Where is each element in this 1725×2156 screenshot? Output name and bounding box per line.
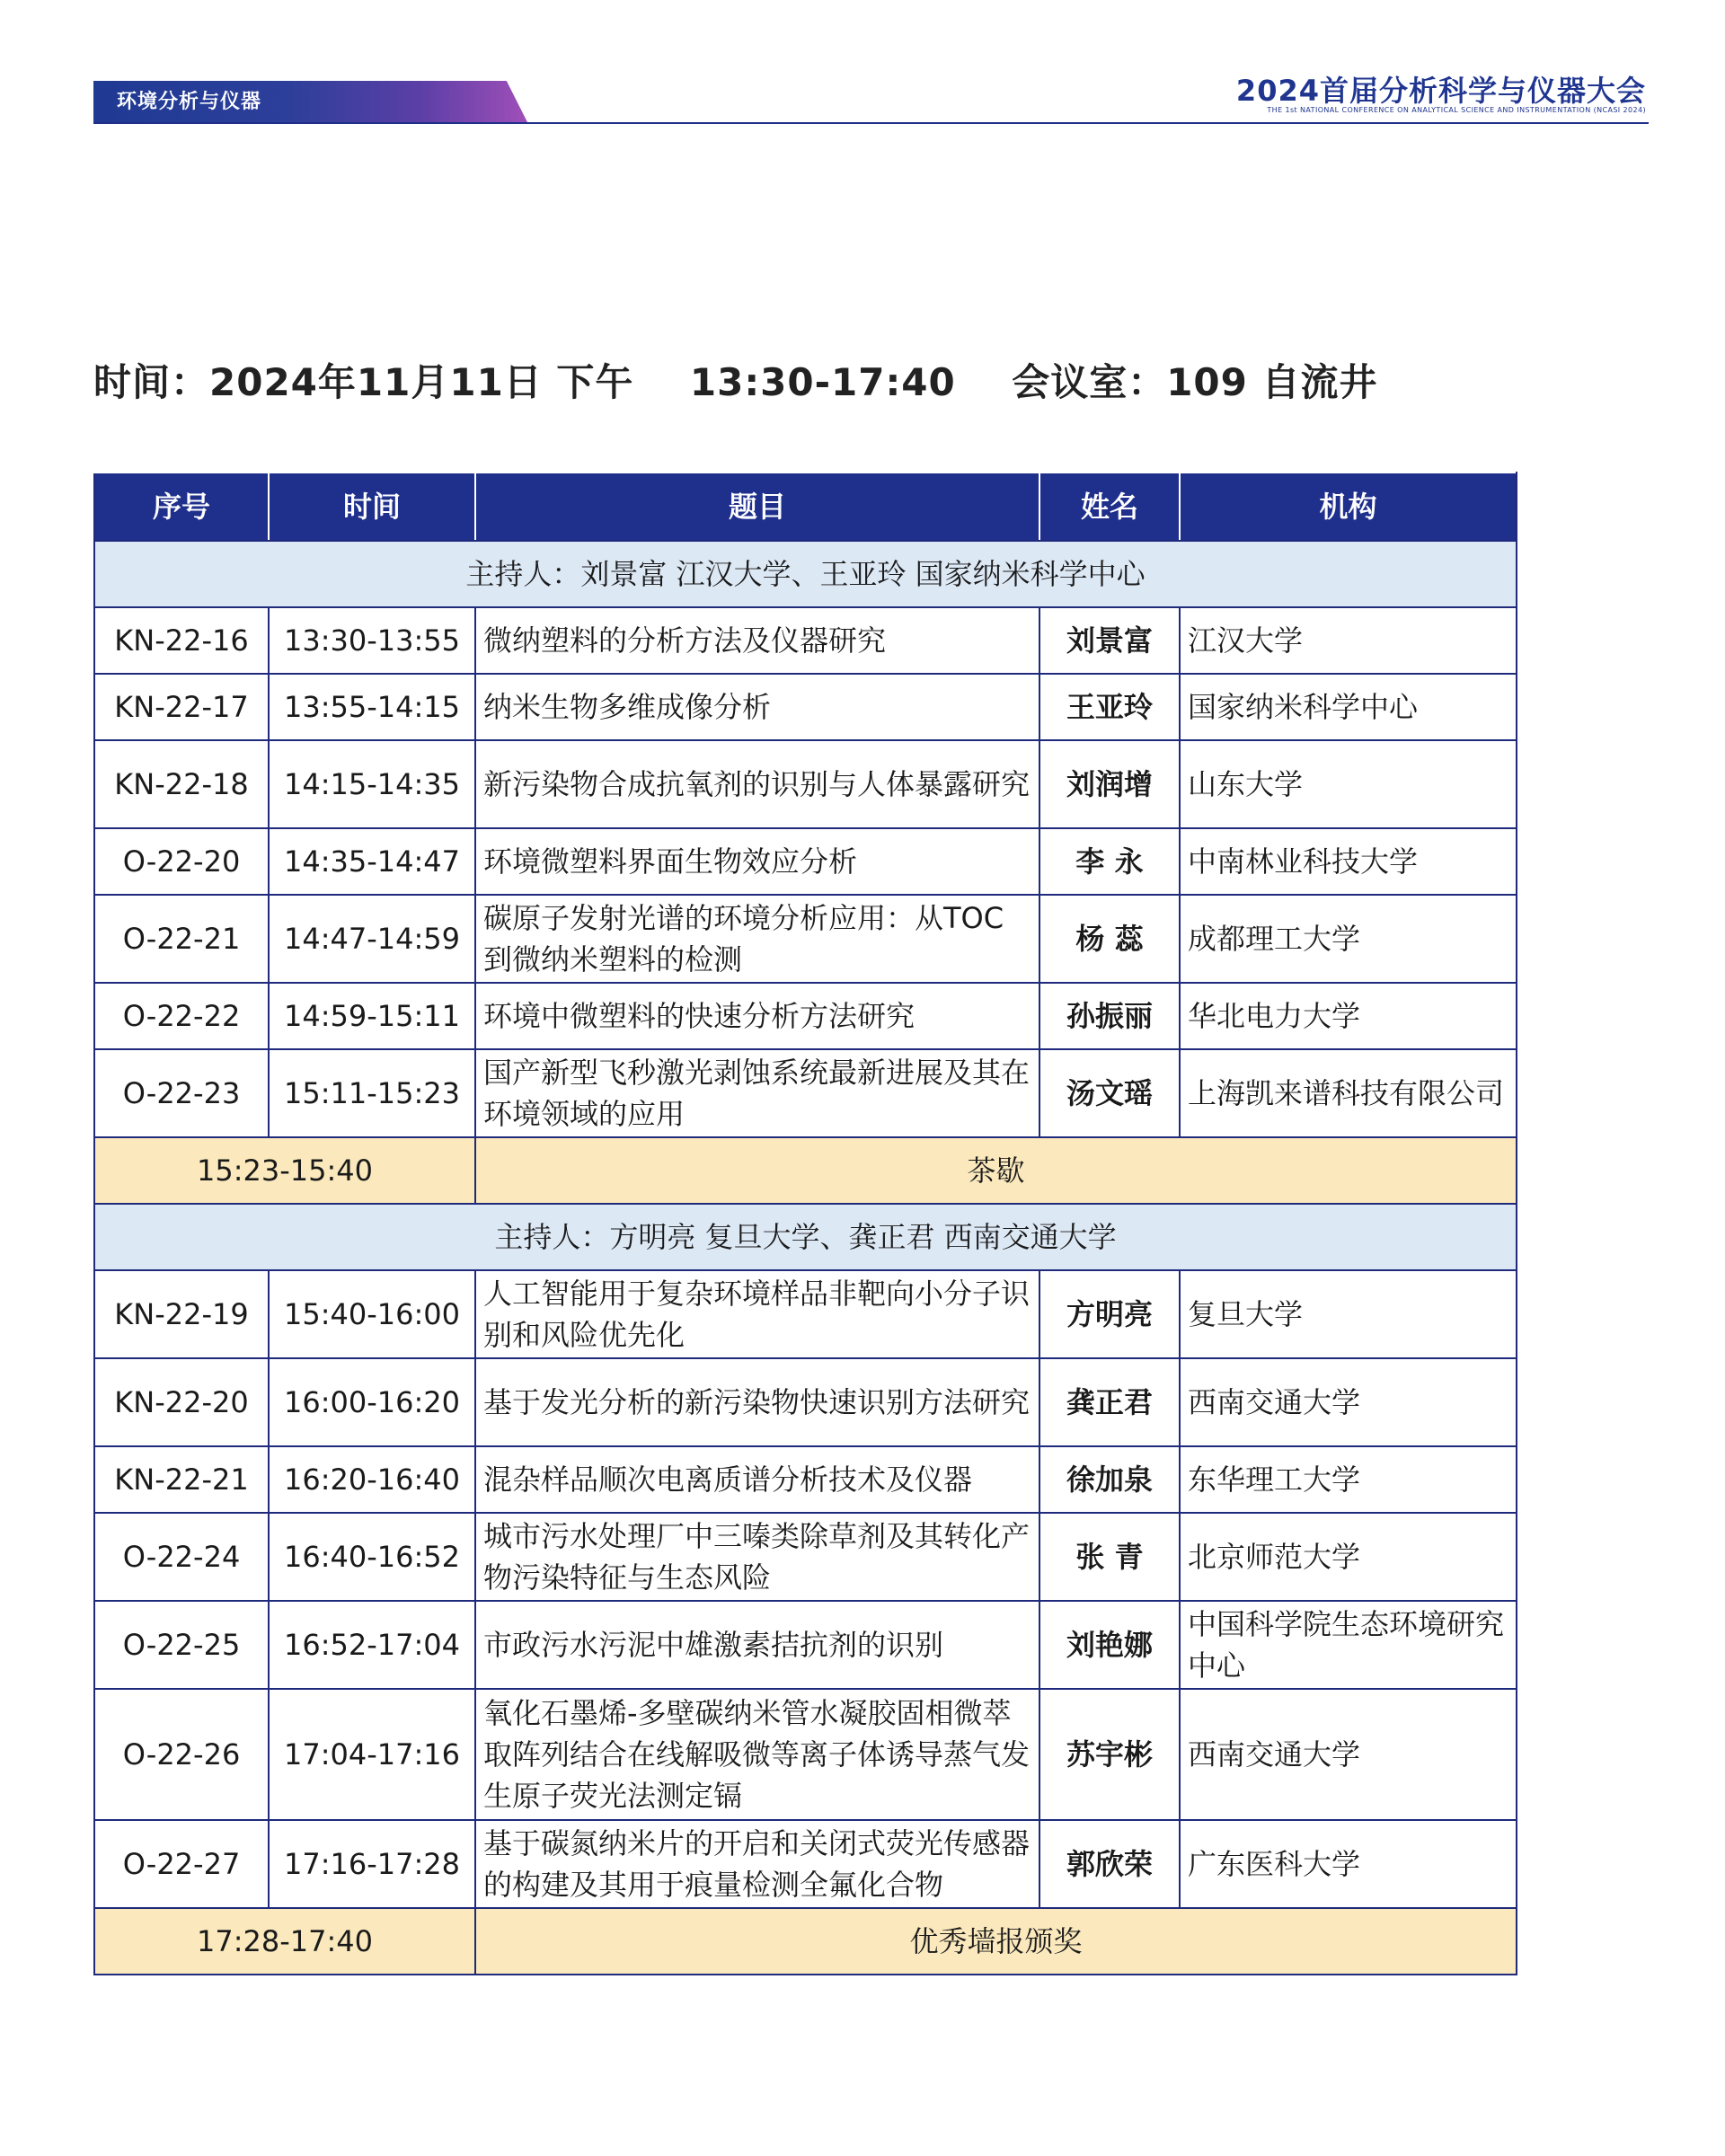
session-info: 时间：2024年11月11日 下午 13:30-17:40 会议室：109 自流井 [93,360,1378,404]
section-label: 环境分析与仪器 [117,91,262,113]
chair-text: 主持人：刘景富 江汉大学、王亚玲 国家纳米科学中心 [94,541,1517,607]
talk-title: 纳米生物多维成像分析 [475,674,1039,740]
speaker-name: 李 永 [1039,828,1180,895]
table-row [94,1601,1517,1689]
talk-title: 新污染物合成抗氧剂的识别与人体暴露研究 [475,740,1039,828]
table-row [94,740,1517,828]
break-label: 茶歇 [475,1137,1517,1204]
talk-title: 微纳塑料的分析方法及仪器研究 [475,607,1039,674]
talk-id: KN-22-16 [94,607,269,674]
table-row [94,1446,1517,1513]
talk-id: O-22-22 [94,983,269,1049]
speaker-org: 西南交通大学 [1180,1689,1517,1820]
talk-time: 17:04-17:16 [269,1689,475,1820]
talk-time: 14:59-15:11 [269,983,475,1049]
talk-time: 14:47-14:59 [269,895,475,983]
talk-title: 国产新型飞秒激光剥蚀系统最新进展及其在环境领域的应用 [475,1049,1039,1137]
speaker-org: 西南交通大学 [1180,1358,1517,1446]
column-header-time: 时间 [269,473,475,541]
table-row [94,895,1517,983]
talk-title: 人工智能用于复杂环境样品非靶向小分子识别和风险优先化 [475,1270,1039,1358]
talk-id: KN-22-17 [94,674,269,740]
talk-title: 基于发光分析的新污染物快速识别方法研究 [475,1358,1039,1446]
speaker-org: 广东医科大学 [1180,1820,1517,1908]
talk-id: KN-22-20 [94,1358,269,1446]
speaker-org: 国家纳米科学中心 [1180,674,1517,740]
table-row [94,1689,1517,1820]
chair-row [94,1204,1517,1270]
talk-id: O-22-26 [94,1689,269,1820]
talk-time: 14:15-14:35 [269,740,475,828]
speaker-name: 汤文瑶 [1039,1049,1180,1137]
talk-title: 环境微塑料界面生物效应分析 [475,828,1039,895]
talk-id: KN-22-18 [94,740,269,828]
break-time: 17:28-17:40 [94,1908,475,1975]
speaker-name: 杨 蕊 [1039,895,1180,983]
column-header-number: 序号 [94,473,269,541]
speaker-name: 孙振丽 [1039,983,1180,1049]
talk-id: KN-22-21 [94,1446,269,1513]
talk-time: 16:00-16:20 [269,1358,475,1446]
break-row [94,1908,1517,1975]
speaker-name: 苏宇彬 [1039,1689,1180,1820]
column-header-org: 机构 [1180,473,1517,541]
speaker-org: 东华理工大学 [1180,1446,1517,1513]
talk-id: O-22-23 [94,1049,269,1137]
talk-time: 15:40-16:00 [269,1270,475,1358]
speaker-name: 方明亮 [1039,1270,1180,1358]
talk-title: 氧化石墨烯-多壁碳纳米管水凝胶固相微萃取阵列结合在线解吸微等离子体诱导蒸气发生原子荧光法测定镉 [475,1689,1039,1820]
speaker-org: 成都理工大学 [1180,895,1517,983]
talk-id: O-22-21 [94,895,269,983]
talk-id: O-22-27 [94,1820,269,1908]
table-row [94,1820,1517,1908]
conference-title: 2024首届分析科学与仪器大会 [1235,74,1646,108]
table-row [94,1513,1517,1601]
talk-time: 16:40-16:52 [269,1513,475,1601]
talk-id: O-22-25 [94,1601,269,1689]
talk-title: 混杂样品顺次电离质谱分析技术及仪器 [475,1446,1039,1513]
chair-text: 主持人：方明亮 复旦大学、龚正君 西南交通大学 [94,1204,1517,1270]
speaker-name: 刘润增 [1039,740,1180,828]
speaker-org: 上海凯来谱科技有限公司 [1180,1049,1517,1137]
talk-id: KN-22-19 [94,1270,269,1358]
speaker-name: 刘艳娜 [1039,1601,1180,1689]
speaker-name: 郭欣荣 [1039,1820,1180,1908]
speaker-org: 北京师范大学 [1180,1513,1517,1601]
speaker-name: 龚正君 [1039,1358,1180,1446]
chair-row [94,541,1517,607]
table-row [94,983,1517,1049]
talk-time: 13:55-14:15 [269,674,475,740]
speaker-org: 中南林业科技大学 [1180,828,1517,895]
talk-title: 城市污水处理厂中三嗪类除草剂及其转化产物污染特征与生态风险 [475,1513,1039,1601]
talk-title: 碳原子发射光谱的环境分析应用：从TOC到微纳米塑料的检测 [475,895,1039,983]
table-row [94,1049,1517,1137]
talk-time: 14:35-14:47 [269,828,475,895]
table-row [94,1358,1517,1446]
talk-time: 15:11-15:23 [269,1049,475,1137]
speaker-name: 张 青 [1039,1513,1180,1601]
talk-time: 17:16-17:28 [269,1820,475,1908]
talk-time: 16:52-17:04 [269,1601,475,1689]
talk-title: 环境中微塑料的快速分析方法研究 [475,983,1039,1049]
talk-id: O-22-24 [94,1513,269,1601]
column-header-name: 姓名 [1039,473,1180,541]
break-time: 15:23-15:40 [94,1137,475,1204]
talk-time: 16:20-16:40 [269,1446,475,1513]
talk-title: 基于碳氮纳米片的开启和关闭式荧光传感器的构建及其用于痕量检测全氟化合物 [475,1820,1039,1908]
conference-subtitle: THE 1st NATIONAL CONFERENCE ON ANALYTICAL SCIENCE AND INSTRUMENTATION (NCASI 2024) [1267,106,1646,114]
speaker-name: 刘景富 [1039,607,1180,674]
speaker-org: 复旦大学 [1180,1270,1517,1358]
talk-id: O-22-20 [94,828,269,895]
table-row [94,607,1517,674]
speaker-name: 王亚玲 [1039,674,1180,740]
table-row [94,1270,1517,1358]
schedule-table [93,472,1517,1975]
speaker-org: 江汉大学 [1180,607,1517,674]
speaker-name: 徐加泉 [1039,1446,1180,1513]
header-divider [93,122,1649,124]
talk-time: 13:30-13:55 [269,607,475,674]
table-row [94,828,1517,895]
speaker-org: 山东大学 [1180,740,1517,828]
talk-title: 市政污水污泥中雄激素拮抗剂的识别 [475,1601,1039,1689]
break-label: 优秀墙报颁奖 [475,1908,1517,1975]
column-header-title: 题目 [475,473,1039,541]
table-header-row [94,473,1517,541]
break-row [94,1137,1517,1204]
table-row [94,674,1517,740]
speaker-org: 中国科学院生态环境研究中心 [1180,1601,1517,1689]
speaker-org: 华北电力大学 [1180,983,1517,1049]
